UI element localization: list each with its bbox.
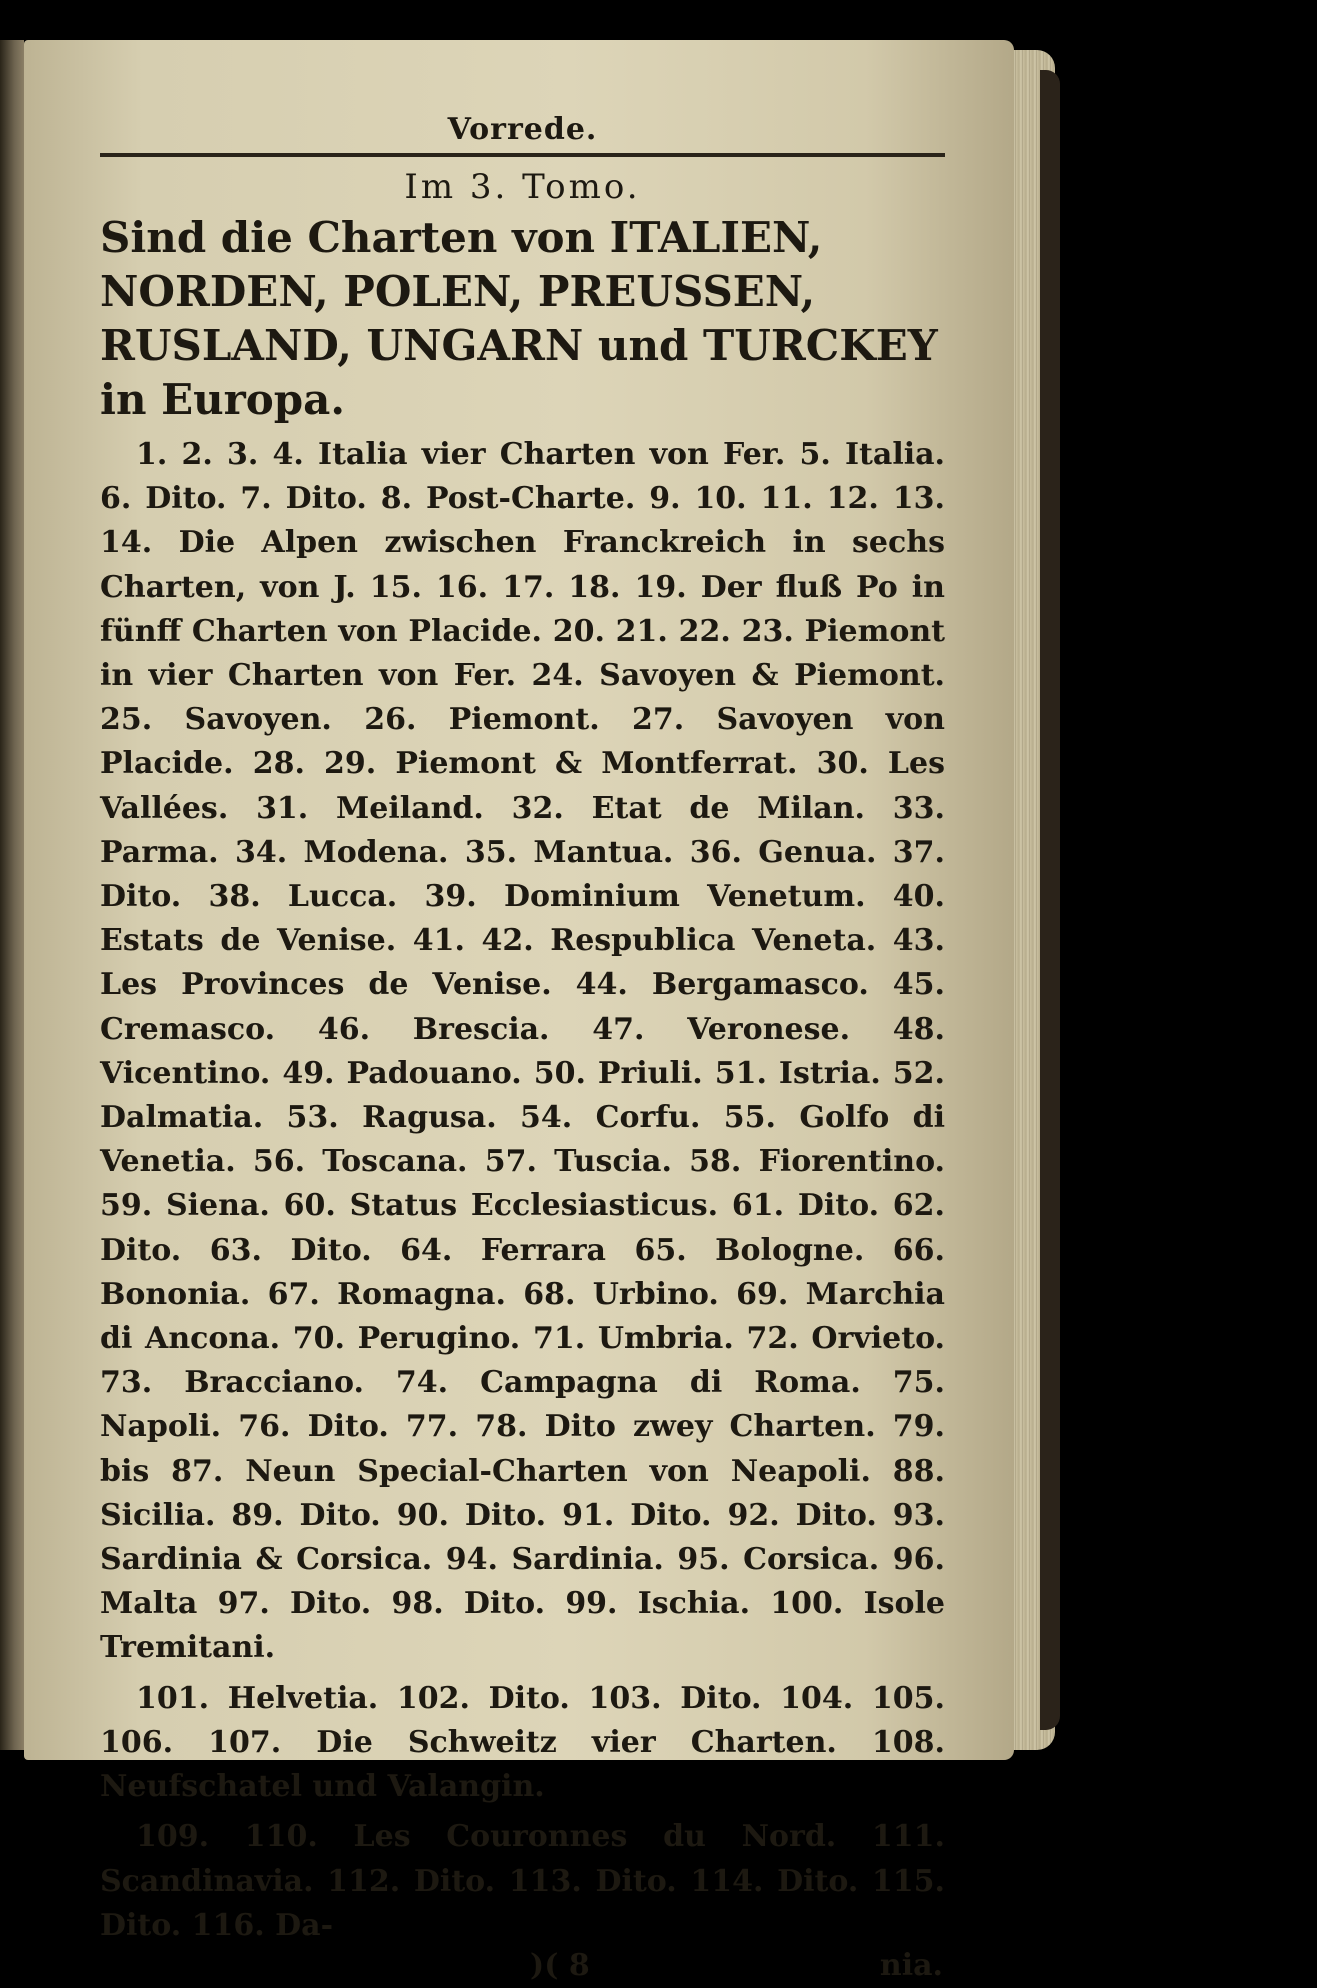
running-head: Vorrede. bbox=[447, 112, 598, 147]
header-rule bbox=[100, 153, 945, 157]
section-heading: Im 3. Tomo. bbox=[404, 167, 641, 207]
intro-paragraph: Sind die Charten von ITALIEN, NORDEN, POLEN, PREUSSEN, RUSLAND, UNGARN und TURCKEY in Europa. bbox=[100, 213, 938, 424]
map-list-paragraph-1: 1. 2. 3. 4. Italia vier Charten von Fer. 5. Italia. 6. Dito. 7. Dito. 8. Post-Charte. 9. 10. 11. 12. 13. 14. Die Alpen zwischen Franckreich in sechs Charten, von J. 15. 16. 17. 18. 19. Der fluß Po in fünff Charten von Placide. 20. 21. 22. 23. Piemont in vier Charten von Fer. 24. Savoyen & Piemont. 25. Savoyen. 26. Piemont. 27. Savoyen von Placide. 28. 29. Piemont & Montferrat. 30. Les Vallées. 31. Meiland. 32. Etat de Milan. 33. Parma. 34. Modena. 35. Mantua. 36. Genua. 37. Dito. 38. Lucca. 39. Dominium Venetum. 40. Estats de Venise. 41. 42. Respublica Veneta. 43. Les Provinces de Venise. 44. Bergamasco. 45. Cremasco. 46. Brescia. 47. Veronese. 48. Vicentino. 49. Padouano. 50. Priuli. 51. Istria. 52. Dalmatia. 53. Ragusa. 54. Corfu. 55. Golfo di Venetia. 56. Toscana. 57. Tuscia. 58. Fiorentino. 59. Siena. 60. Status Ecclesiasticus. 61. Dito. 62. Dito. 63. Dito. 64. Ferrara 65. Bologne. 66. Bononia. 67. Romagna. 68. Urbino. 69. Marchia di Ancona. 70. Perugino. 71. Umbria. 72. Orvieto. 73. Bracciano. 74. Campagna di Roma. 75. Napoli. 76. Dito. 77. 78. Dito zwey Charten. 79. bis 87. Neun Special-Charten von Neapoli. 88. Sicilia. 89. Dito. 90. Dito. 91. Dito. 92. Dito. 93. Sardinia & Corsica. 94. Sardinia. 95. Corsica. 96. Malta 97. Dito. 98. Dito. 99. Ischia. 100. Isole Tremitani. bbox=[100, 437, 945, 1666]
page-text-block bbox=[100, 100, 945, 1988]
signature-mark: )( 8 bbox=[530, 1947, 590, 1983]
map-list-paragraph-3: 109. 110. Les Couronnes du Nord. 111. Scandinavia. 112. Dito. 113. Dito. 114. Dito. 115. Dito. 116. Da- bbox=[100, 1819, 945, 1943]
catchword: nia. bbox=[879, 1947, 943, 1983]
footer-line bbox=[100, 1948, 945, 1988]
left-page-edge bbox=[0, 40, 24, 1750]
map-list-paragraph-2: 101. Helvetia. 102. Dito. 103. Dito. 104. 105. 106. 107. Die Schweitz vier Charten. 108. Neufschatel und Valangin. bbox=[100, 1680, 945, 1805]
cover-edge bbox=[1040, 70, 1060, 1730]
